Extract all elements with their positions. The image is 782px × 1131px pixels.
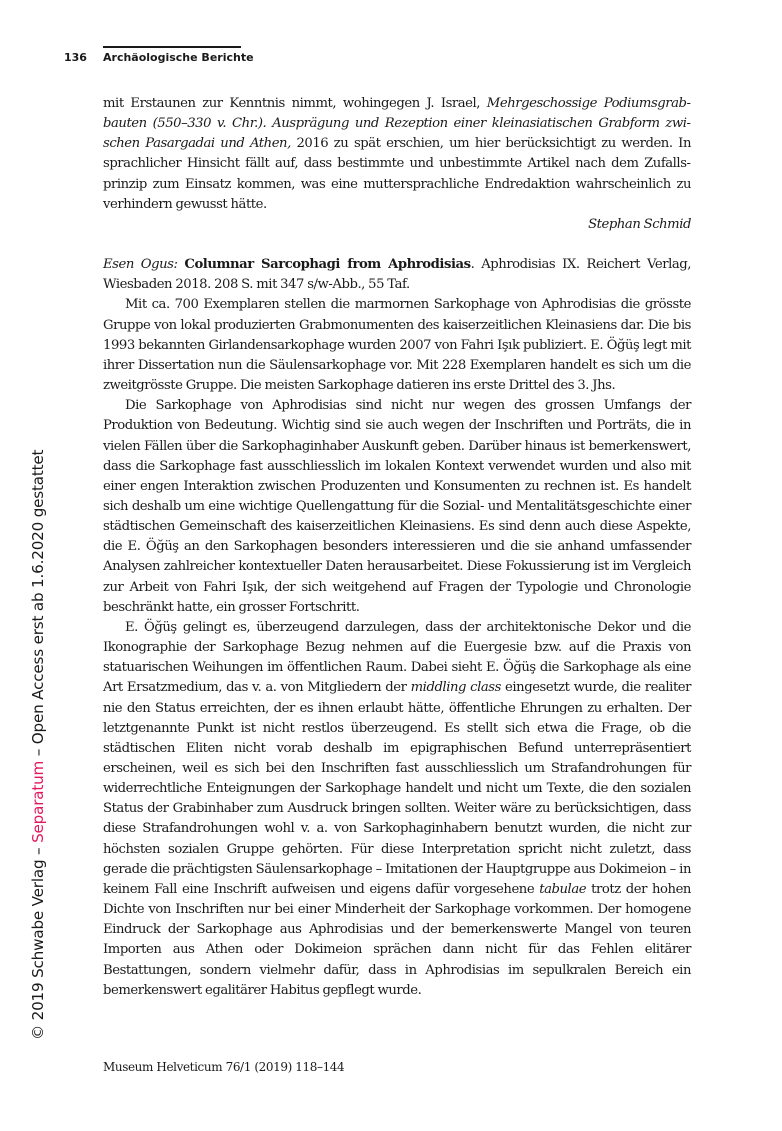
previous-review-paragraph: mit Erstaunen zur Kenntnis nimmt, wohingegen J. Israel, Mehrgeschossige Podiumsgrabbauten (550–330 v. Chr.). Ausprägung und Rezeption einer kleinasiatischen Grabform zwischen Pasargadai und Athen, 2016 zu spät erschien, um hier berücksichtigt zu werden. In sprachlicher Hinsicht fällt auf, dass bestimmte und unbestimmte Artikel nach dem Zufallsprinzip zum Einsatz kommen, was eine muttersprachliche Endredaktion wahrscheinlich zu verhindern gewusst hätte. — [103, 96, 692, 212]
reviewer-signature: Stephan Schmid — [588, 216, 691, 232]
review-author: Esen Ogus: — [103, 257, 178, 273]
review-citation — [103, 255, 691, 295]
running-header — [64, 51, 254, 64]
italic-term: middling class — [410, 680, 501, 696]
copyright-sidebar: © 2019 Schwabe Verlag – Separatum – Open Access erst ab 1.6.2020 gestattet — [29, 449, 47, 1040]
review-book-details: . Aphrodisias IX. Reichert Verlag, Wiesbaden 2018. 208 S. mit 347 s/w-Abb., 55 Taf. — [103, 257, 691, 293]
section-gap — [103, 235, 691, 255]
italic-term: tabulae — [539, 881, 587, 897]
separatum-label: Separatum — [29, 760, 47, 843]
cited-work-title: Mehrgeschossige Podiumsgrabbauten (550–330 v. Chr.). Ausprägung und Rezeption einer kleinasiatischen Grabform zwischen Pasargadai und Athen, — [103, 96, 692, 152]
section-title: Archäologische Berichte — [103, 51, 254, 64]
page-body — [103, 94, 691, 1001]
header-rule — [103, 46, 241, 48]
review-book-title: Columnar Sarcophagi from Aphrodisias — [184, 257, 471, 273]
review-paragraph-1: Mit ca. 700 Exemplaren stellen die marmornen Sarkophage von Aphrodisias die grösste Gruppe von lokal produzierten Grabmonumenten des kaiserzeitlichen Kleinasiens dar. Die bis 1993 bekannten Girlandensarkophage wurden 2007 von Fahri Işık publiziert. E. Öğüş legt mit ihrer Dissertation nun die Säulensarkophage vor. Mit 228 Exemplaren handelt es sich um die zweitgrösste Gruppe. Die meisten Sarkophage datieren ins erste Drittel des 3. Jhs. — [103, 297, 691, 394]
review-paragraph-2: Die Sarkophage von Aphrodisias sind nicht nur wegen des grossen Umfangs der Produktion von Bedeutung. Wichtig sind sie auch wegen der Inschriften und Porträts, die in vielen Fällen über die Sarkophaginhaber Auskunft geben. Darüber hinaus ist bemerkenswert, dass die Sarkophage fast ausschliesslich im lokalen Kontext verwendet wurden und also mit einer engen Interaktion zwischen Produzenten und Konsumenten zu rechnen ist. Es handelt sich deshalb um eine wichtige Quellengattung für die Sozial- und Mentalitätsgeschichte einer städtischen Gemeinschaft des kaiserzeitlichen Kleinasiens. Es sind denn auch diese Aspekte, die E. Öğüş an den Sarkophagen besonders interessieren und die sie anhand umfassender Analysen zahlreicher kontextueller Daten herausarbeitet. Diese Fokussierung ist im Vergleich zur Arbeit von Fahri Işık, der sich weitgehend auf Fragen der Typologie und Chronologie beschränkt hatte, ein grosser Fortschritt. — [103, 398, 691, 615]
journal-footer: Museum Helveticum 76/1 (2019) 118–144 — [103, 1060, 345, 1074]
review-paragraph-3: E. Öğüş gelingt es, überzeugend darzulegen, dass der architektonische Dekor und die Ikonographie der Sarkophage Bezug nehmen auf die Euergesie bzw. auf die Praxis von statuarischen Weihungen im öffentlichen Raum. Dabei sieht E. Öğüş die Sarkophage als eine Art Ersatzmedium, das v. a. von Mitgliedern der middling class eingesetzt wurde, die realiter nie den Status erreichten, der es ihnen erlaubt hätte, öffentliche Ehrungen zu erhalten. Der letztgenannte Punkt ist nicht restlos überzeugend. Es stellt sich etwa die Frage, ob die städtischen Eliten nicht vorab deshalb im epigraphischen Befund unterrepräsentiert erscheinen, weil es sich bei den Inschriften fast ausschliesslich um Strafandrohungen für widerrechtliche Enteignungen der Sarkophage handelt und nicht um Texte, die den sozialen Status der Grabinhaber zum Ausdruck bringen sollten. Weiter wäre zu berücksichtigen, dass diese Strafandrohungen wohl v. a. von Sarkophaginhabern benutzt wurden, die nicht zur höchsten sozialen Gruppe gehörten. Für diese Interpretation spricht nicht zuletzt, dass gerade die prächtigsten Säulensarkophage – Imitationen der Hauptgruppe aus Dokimeion – in keinem Fall eine Inschrift aufweisen und eigens dafür vorgesehene tabulae trotz der hohen Dichte von Inschriften nur bei einer Minderheit der Sarkophage vorkommen. Der homogene Eindruck der Sarkophage aus Aphrodisias und der bemerkenswerte Mangel von teuren Importen aus Athen oder Dokimeion sprächen dann nicht für das Fehlen elitärer Bestattungen, sondern vielmehr dafür, dass in Aphrodisias im sepulkralen Bereich ein bemerkenswert egalitärer Habitus gepflegt wurde. — [103, 619, 692, 998]
page-number: 136 — [64, 51, 87, 64]
